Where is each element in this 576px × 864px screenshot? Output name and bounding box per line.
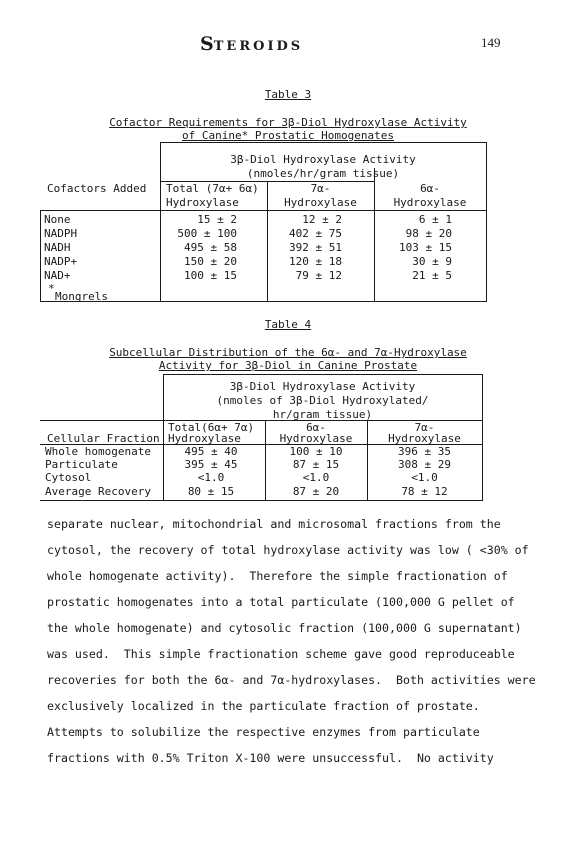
paragraph-line: fractions with 0.5% Triton X-100 were unsuccessful. No activity bbox=[47, 751, 494, 765]
table4-col-total-sub: Hydroxylase bbox=[168, 432, 241, 445]
table4-title-line1: Subcellular Distribution of the 6α- and 7α-Hydroxylase bbox=[109, 346, 467, 359]
table3-col-6a-sub: Hydroxylase bbox=[393, 196, 467, 209]
table4-group-units: (nmoles of 3β-Diol Hydroxylated/ bbox=[216, 394, 429, 407]
table4-label: Table 4 bbox=[264, 318, 312, 331]
paragraph-line: whole homogenate activity). Therefore the simple fractionation of bbox=[47, 569, 508, 583]
table3-col-total: Total (7α+ 6α) bbox=[166, 182, 259, 195]
table3-group-units: (nmoles/hr/gram tissue) bbox=[246, 167, 400, 180]
table3-group-header: 3β-Diol Hydroxylase Activity bbox=[230, 153, 416, 166]
table3-footnote-star: * bbox=[48, 282, 55, 295]
table3-col-total-sub: Hydroxylase bbox=[166, 196, 239, 209]
table4-col-total: Total(6α+ 7α) bbox=[168, 421, 255, 434]
table4-title-line2: Activity for 3β-Diol in Canine Prostate bbox=[158, 359, 418, 372]
table3-col-6a: 6α- bbox=[420, 182, 440, 195]
paragraph-line: the whole homogenate) and cytosolic fraction (100,000 G supernatant) bbox=[47, 621, 522, 635]
table3-title-line2: of Canine* Prostatic Homogenates bbox=[182, 129, 394, 142]
table3-col-7a-sub: Hydroxylase bbox=[284, 196, 357, 209]
paragraph-line: separate nuclear, mitochondrial and microsomal fractions from the bbox=[47, 517, 501, 531]
journal-name: STEROIDS bbox=[200, 33, 304, 55]
table4-col-fraction: Cellular Fraction bbox=[47, 432, 160, 445]
page-number: 149 bbox=[481, 35, 501, 50]
paragraph-line: exclusively localized in the particulate fraction of prostate. bbox=[47, 699, 480, 713]
table4-col-7a-sub: Hydroxylase bbox=[388, 432, 461, 445]
table4-group-header: 3β-Diol Hydroxylase Activity bbox=[229, 380, 416, 393]
table3-label: Table 3 bbox=[264, 88, 312, 101]
paragraph-line: recoveries for both the 6α- and 7α-hydroxylases. Both activities were bbox=[47, 673, 536, 687]
table4-col-7a: 7α- bbox=[414, 421, 435, 434]
paragraph-line: was used. This simple fractionation scheme gave good reproduceable bbox=[47, 647, 515, 661]
table3-footnote: Mongrels bbox=[55, 290, 108, 303]
table3-col-7a: 7α- bbox=[310, 182, 331, 195]
paragraph-line: prostatic homogenates into a total particulate (100,000 G pellet of bbox=[47, 595, 515, 609]
paragraph-line: cytosol, the recovery of total hydroxylase activity was low ( <30% of bbox=[47, 543, 529, 557]
table3-title-line1: Cofactor Requirements for 3β-Diol Hydroxylase Activity bbox=[109, 116, 467, 129]
table4-group-units-cont: hr/gram tissue) bbox=[272, 408, 373, 421]
table4-col-6a: 6α- bbox=[306, 421, 326, 434]
table4-col-6a-sub: Hydroxylase bbox=[279, 432, 353, 445]
paragraph-line: Attempts to solubilize the respective enzymes from particulate bbox=[47, 725, 480, 739]
table3-col-cofactors: Cofactors Added bbox=[47, 182, 147, 195]
